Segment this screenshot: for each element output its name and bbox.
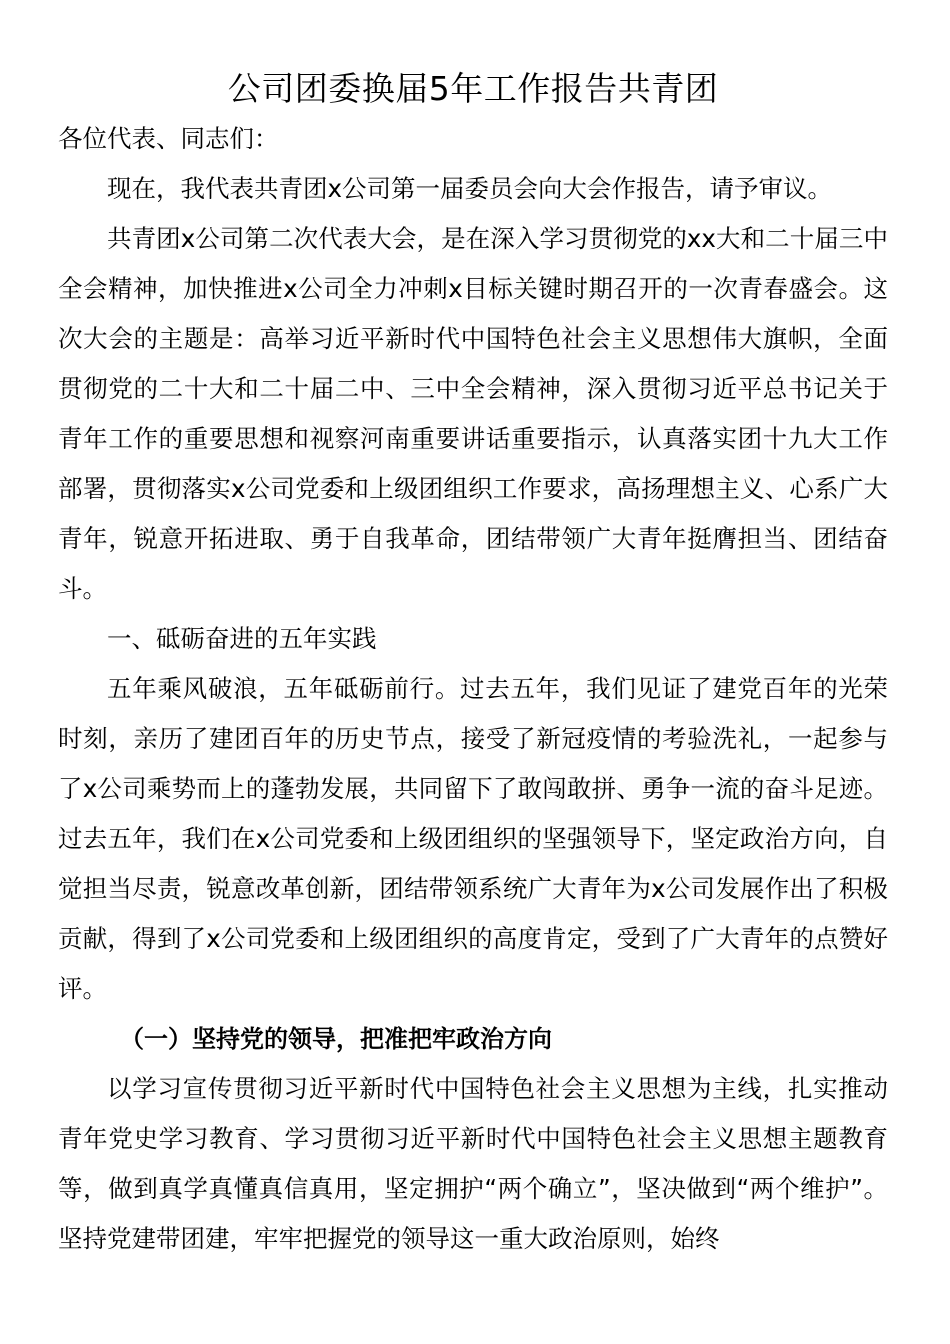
paragraph-opening: 现在，我代表共青团x公司第一届委员会向大会作报告，请予审议。	[107, 174, 832, 203]
paragraph-party-leadership: 以学习宣传贯彻习近平新时代中国特色社会主义思想为主线，扎实推动青年党史学习教育、学习贯彻习近平新时代中国特色社会主义思想主题教育等，做到真学真懂真信真用，坚定拥护“两个确立”，坚决做到“两个维护”。坚持党建带团建，牢牢把握党的领导这一重大政治原则，始终	[58, 1074, 888, 1253]
paragraph-congress-theme: 共青团x公司第二次代表大会，是在深入学习贯彻党的xx大和二十届三中全会精神，加快推进x公司全力冲刺x目标关键时期召开的一次青春盛会。这次大会的主题是：高举习近平新时代中国特色社会主义思想伟大旗帜，全面贯彻党的二十大和二十届二中、三中全会精神，深入贯彻习近平总书记关于青年工作的重要思想和视察河南重要讲话重要指示，认真落实团十九大工作部署，贯彻落实x公司党委和上级团组织工作要求，高扬理想主义、心系广大青年，锐意开拓进取、勇于自我革命，团结带领广大青年挺膺担当、团结奋斗。	[58, 224, 888, 603]
section-heading: 一、砥砺奋进的五年实践	[107, 624, 377, 653]
document-page	[58, 66, 888, 1264]
document-title: 公司团委换届5年工作报告共青团	[227, 69, 719, 108]
greeting: 各位代表、同志们：	[58, 124, 279, 153]
subsection-heading: （一）坚持党的领导，把准把牢政治方向	[120, 1025, 552, 1053]
paragraph-five-years: 五年乘风破浪，五年砥砺前行。过去五年，我们见证了建党百年的光荣时刻，亲历了建团百年的历史节点，接受了新冠疫情的考验洗礼，一起参与了x公司乘势而上的蓬勃发展，共同留下了敢闯敢拼、勇争一流的奋斗足迹。过去五年，我们在x公司党委和上级团组织的坚强领导下，坚定政治方向，自觉担当尽责，锐意改革创新，团结带领系统广大青年为x公司发展作出了积极贡献，得到了x公司党委和上级团组织的高度肯定，受到了广大青年的点赞好评。	[58, 674, 888, 1003]
